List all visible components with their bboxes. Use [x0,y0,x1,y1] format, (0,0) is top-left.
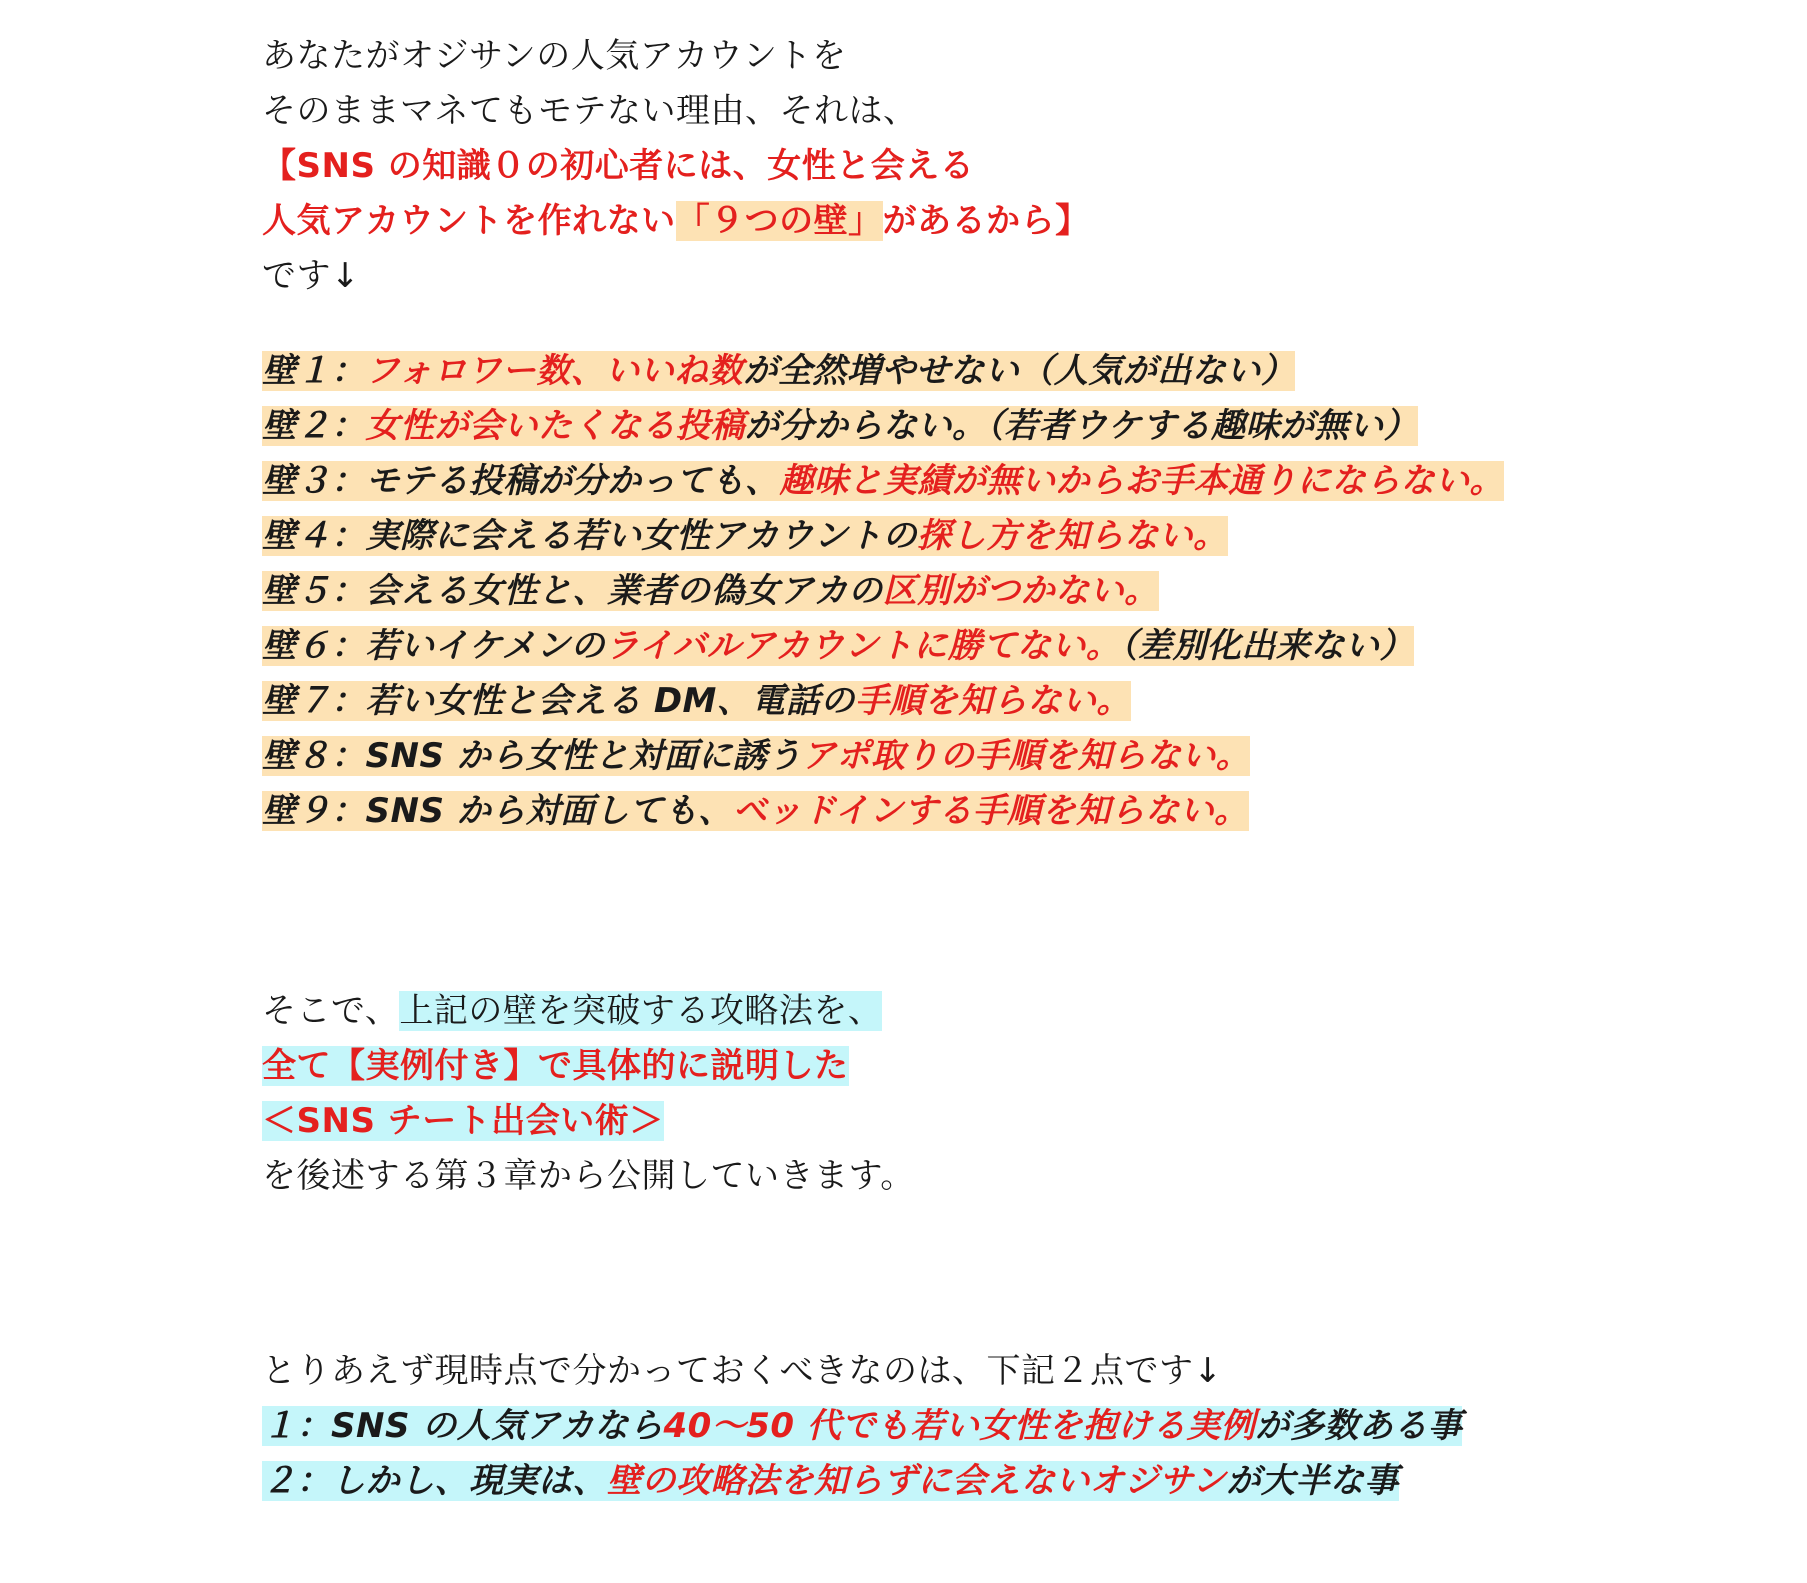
wall-item-1 [262,347,1295,395]
wall-rest: （差別化出来ない） [1120,626,1414,666]
wall-emphasis: 趣味と実績が無いからお手本通りにならない。 [779,461,1504,501]
wall-emphasis: 区別がつかない。 [882,571,1159,611]
wall-prefix: 壁９：SNS から対面しても、 [262,791,733,831]
wall-prefix: 壁２： [262,406,366,446]
intro-line-2: そのままマネてもモテない理由、それは、 [262,91,918,131]
point-rest: が大半な事 [1226,1461,1399,1501]
wall-emphasis: 探し方を知らない。 [917,516,1228,556]
solution-line-3 [262,1097,664,1145]
wall-item-5 [262,567,1159,615]
wall-emphasis: ライバルアカウントに勝てない。 [604,626,1121,666]
point-emphasis: 壁の攻略法を知らずに会えないオジサン [607,1461,1227,1501]
point-rest: が多数ある事 [1255,1406,1463,1446]
wall-emphasis: 女性が会いたくなる投稿 [365,406,745,446]
wall-item-4 [262,512,1228,560]
wall-item-8 [262,732,1250,780]
wall-prefix: 壁６：若いイケメンの [262,626,605,666]
wall-item-3 [262,457,1504,505]
point-item-2 [262,1457,1399,1505]
intro-line-4-text: 人気アカウントを作れない [262,201,676,241]
point-prefix: ２：しかし、現実は、 [262,1461,607,1501]
solution-line-2-text: 全て【実例付き】で具体的に説明した [262,1046,849,1086]
point-prefix: １：SNS の人気アカなら [262,1406,664,1446]
wall-item-9 [262,787,1249,835]
wall-prefix: 壁３：モテる投稿が分かっても、 [262,461,780,501]
wall-emphasis: フォロワー数、いいね数 [365,351,744,391]
intro-line-3: 【SNS の知識０の初心者には、女性と会える [262,146,975,186]
point-item-1 [262,1402,1462,1450]
intro-line-4 [262,197,1090,245]
points-intro: とりあえず現時点で分かっておくべきなのは、下記２点です↓ [262,1351,1223,1391]
intro-line-4-end: があるから】 [882,201,1090,241]
sns-cheat-title: ＜SNS チート出会い術＞ [262,1101,664,1141]
wall-emphasis: アポ取りの手順を知らない。 [801,736,1251,776]
wall-item-2 [262,402,1418,450]
wall-prefix: 壁７：若い女性と会える DM、電話の [262,681,855,721]
intro-line-1: あなたがオジサンの人気アカウントを [262,36,847,76]
wall-item-6 [262,622,1414,670]
point-emphasis: 40〜50 代でも若い女性を抱ける実例 [663,1406,1256,1446]
wall-rest: が全然増やせない（人気が出ない） [743,351,1296,391]
wall-prefix: 壁１： [262,351,366,391]
wall-emphasis: ベッドインする手順を知らない。 [732,791,1249,831]
solution-highlight: 上記の壁を突破する攻略法を、 [399,991,883,1031]
wall-prefix: 壁４：実際に会える若い女性アカウントの [262,516,918,556]
solution-line-4: を後述する第３章から公開していきます。 [262,1156,915,1196]
solution-line-2 [262,1042,849,1090]
wall-prefix: 壁５：会える女性と、業者の偽女アカの [262,571,883,611]
solution-line-1-lead: そこで、 [262,991,400,1031]
wall-rest: が分からない。（若者ウケする趣味が無い） [745,406,1418,446]
intro-line-5: です↓ [262,256,360,296]
nine-walls-highlight: 「９つの壁」 [675,201,883,241]
wall-prefix: 壁８：SNS から女性と対面に誘う [262,736,802,776]
wall-item-7 [262,677,1131,725]
wall-emphasis: 手順を知らない。 [854,681,1131,721]
solution-line-1 [262,987,882,1035]
